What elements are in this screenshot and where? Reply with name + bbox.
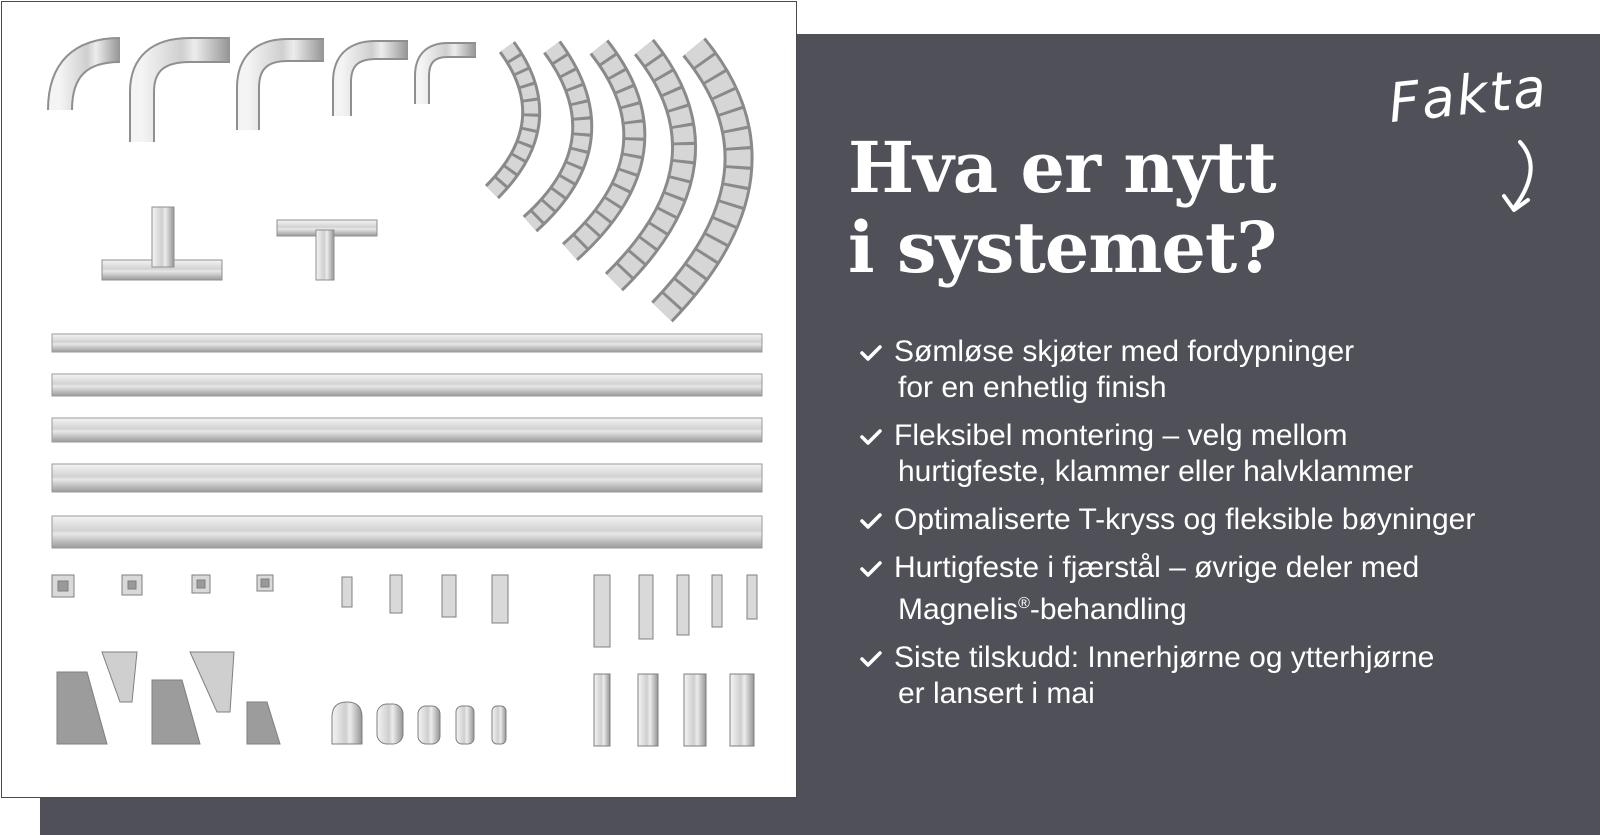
fact-text-line-1: Hurtigfeste i fjærstål – øvrige deler med <box>894 551 1420 584</box>
fact-text-line-1: Siste tilskudd: Innerhjørne og ytterhjørne <box>894 641 1435 674</box>
checkmark-icon <box>860 344 882 362</box>
elbow-1 <box>60 50 120 110</box>
elbow-3 <box>248 50 324 130</box>
product-parts-illustration <box>2 2 798 799</box>
fact-text-line-2: for en enhetlig finish <box>898 371 1167 404</box>
elbow-2 <box>142 50 230 142</box>
brand-name: Magnelis <box>898 593 1019 626</box>
fact-text-line-1: Fleksibel montering – velg mellom <box>894 419 1348 452</box>
headline-line-2: i systemet? <box>848 206 1277 289</box>
corner-pieces <box>57 652 280 744</box>
product-illustration-card <box>1 1 797 798</box>
checkmark-icon <box>860 650 882 668</box>
fact-item <box>860 550 1475 628</box>
fact-item <box>860 418 1475 490</box>
clip-pieces <box>52 575 757 647</box>
fact-text-line-2 <box>894 586 1475 628</box>
fact-item <box>860 334 1475 406</box>
registered-mark: ® <box>1018 595 1030 612</box>
headline <box>848 128 1276 288</box>
curved-arrow-icon <box>1500 138 1546 218</box>
fakta-tag: Fakta <box>1385 55 1551 136</box>
checkmark-icon <box>860 560 882 578</box>
elbow-pieces <box>60 50 476 142</box>
fact-list <box>860 334 1475 724</box>
straight-profiles <box>52 334 762 548</box>
checkmark-icon <box>860 512 882 530</box>
t-pieces <box>102 207 377 280</box>
headline-line-1: Hva er nytt <box>848 126 1276 209</box>
fact-text-suffix: -behandling <box>1029 593 1187 626</box>
fact-item <box>860 502 1475 538</box>
elbow-4 <box>342 50 408 116</box>
endcap-pieces <box>332 674 754 746</box>
checkmark-icon <box>860 428 882 446</box>
fact-text-line-2: er lansert i mai <box>898 677 1095 710</box>
fact-item <box>860 640 1475 712</box>
elbow-5 <box>422 50 476 104</box>
fact-text-line-2: hurtigfeste, klammer eller halvklammer <box>898 455 1414 488</box>
fact-text-line-1: Sømløse skjøter med fordypninger <box>894 335 1355 368</box>
flexible-bends <box>492 47 739 312</box>
fact-text-line-1: Optimaliserte T-kryss og fleksible bøyninger <box>894 503 1476 536</box>
